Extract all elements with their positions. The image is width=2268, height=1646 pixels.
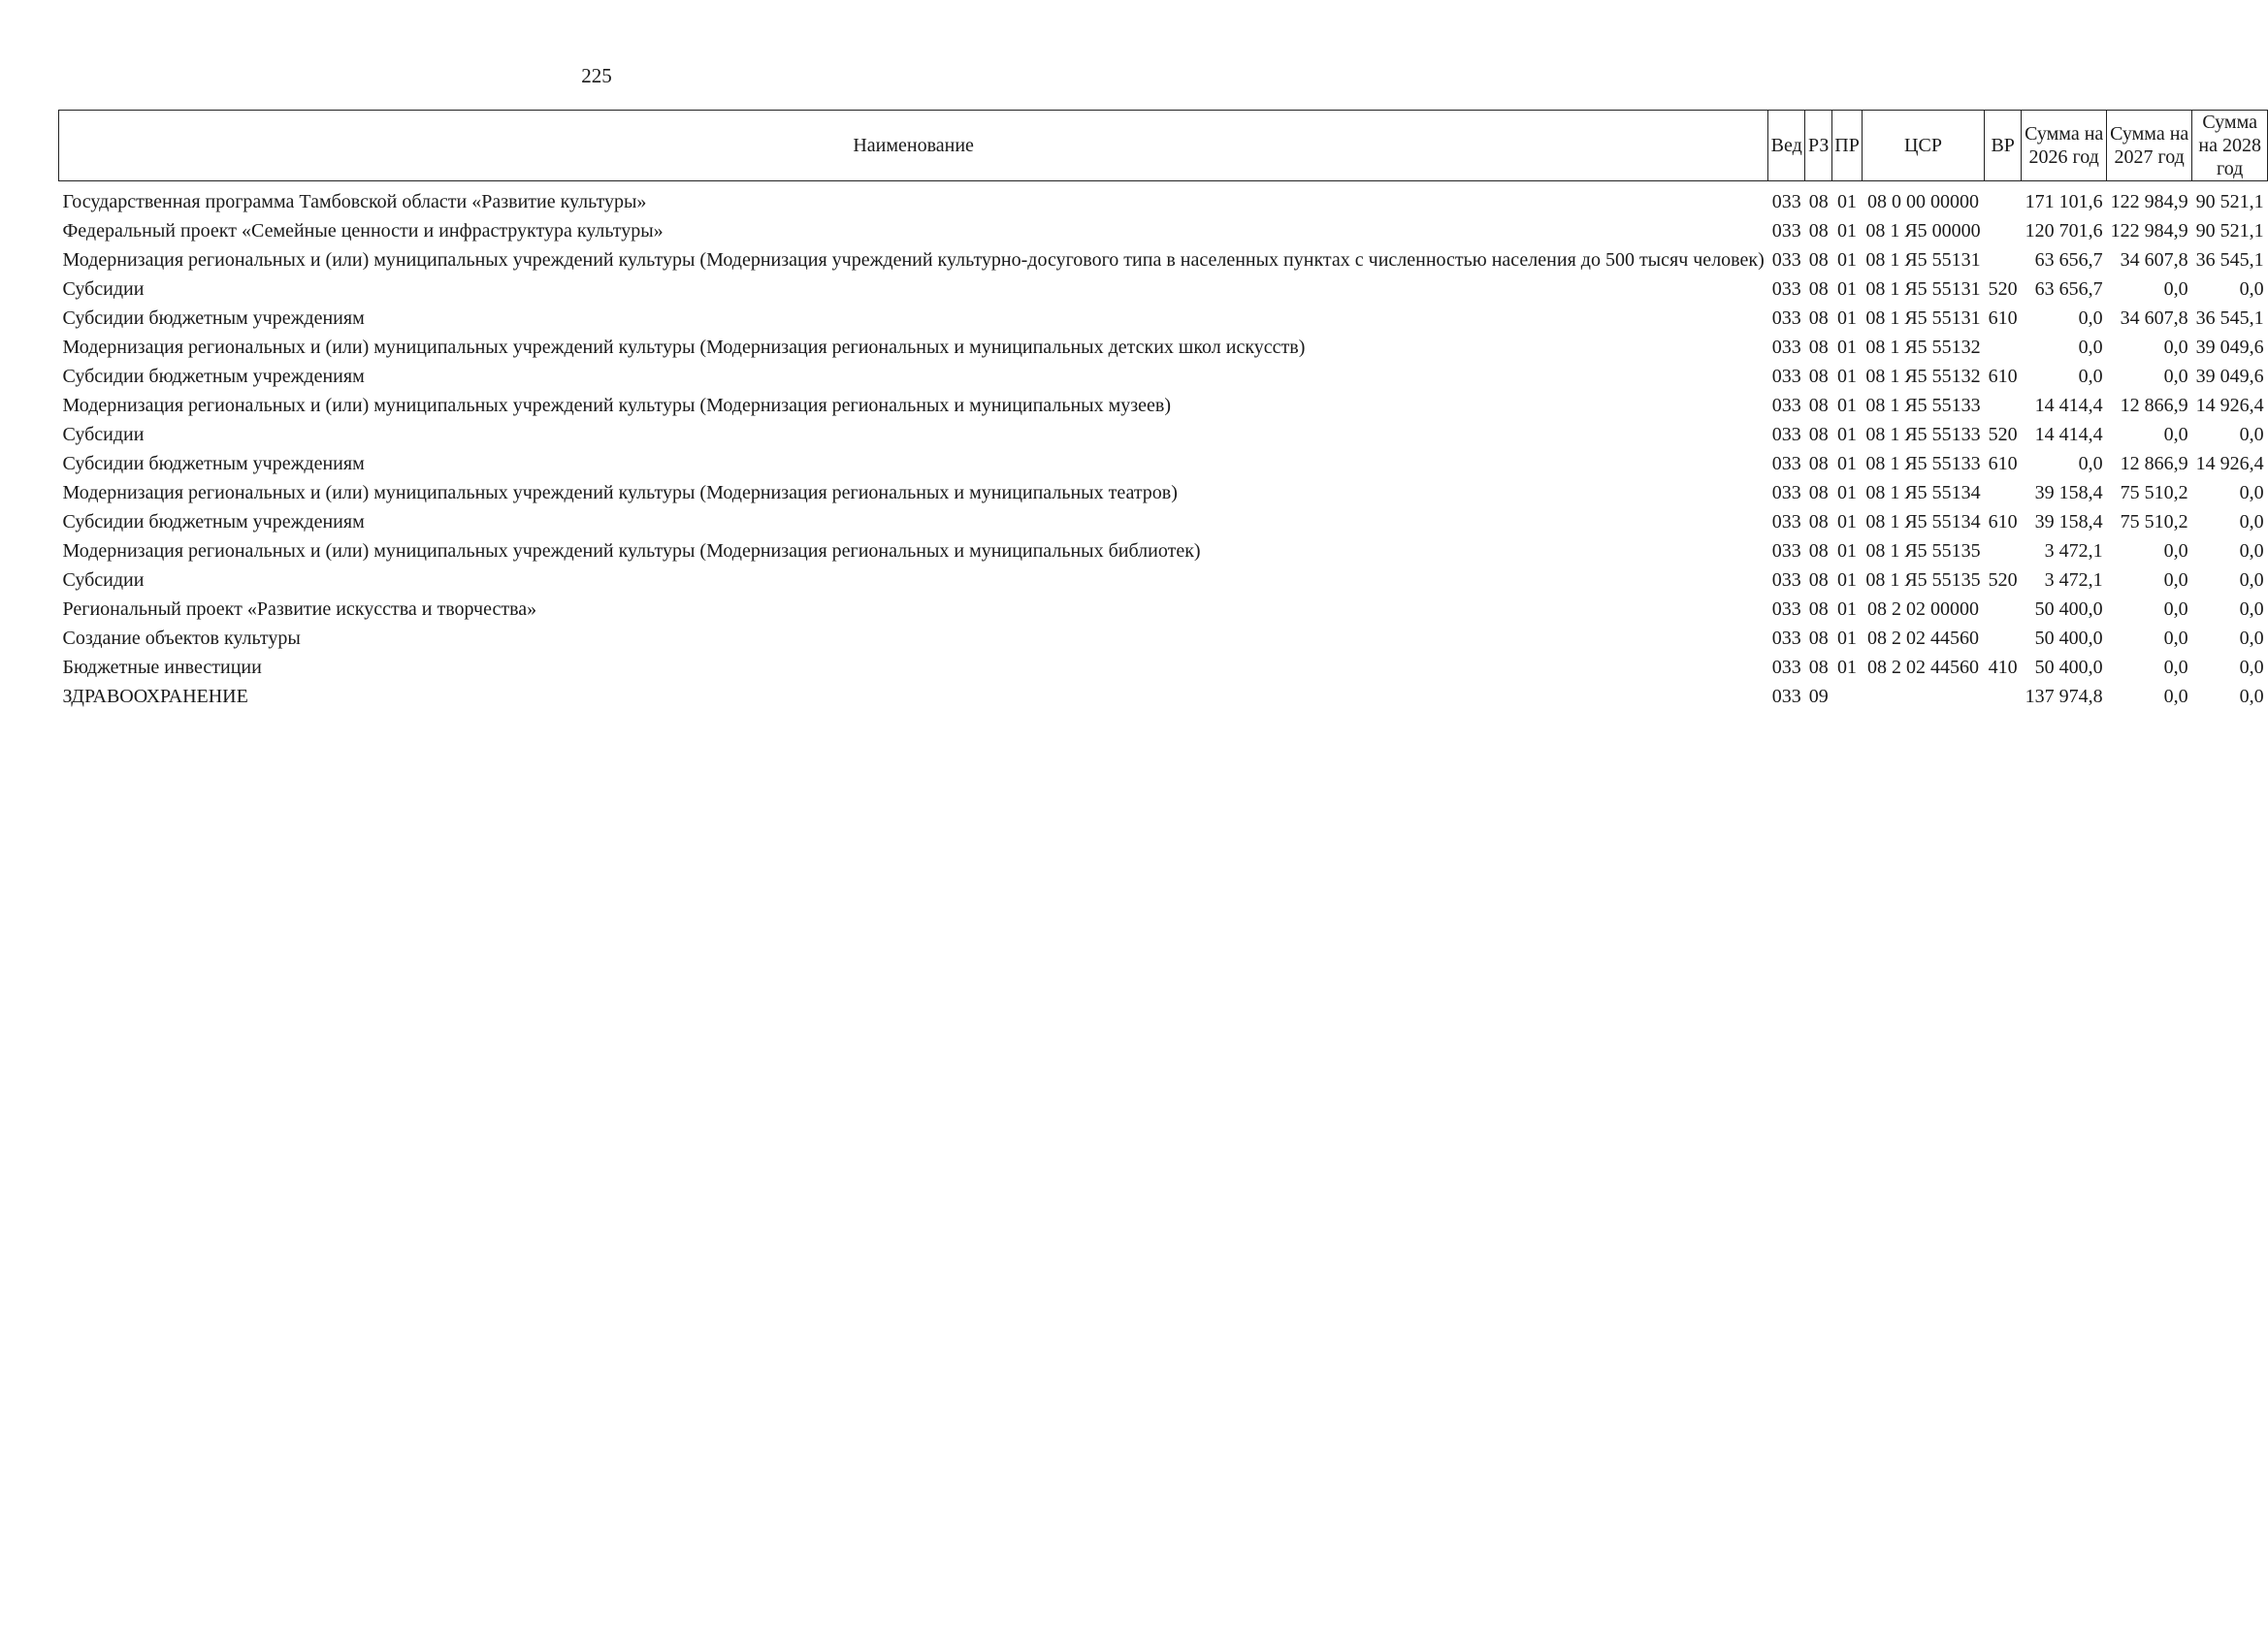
table-body xyxy=(59,181,2268,714)
cell-vr: 520 xyxy=(1988,424,2018,445)
cell-rz: 08 xyxy=(1808,337,1829,358)
cell-vr xyxy=(1985,626,2022,655)
cell-name: Государственная программа Тамбовской области «Развитие культуры» xyxy=(62,191,647,212)
cell-sum-2028: 14 926,4 xyxy=(2195,395,2264,416)
cell-csr: 08 2 02 00000 xyxy=(1867,598,1979,620)
table-row xyxy=(59,364,2268,393)
cell-sum-2027: 0,0 xyxy=(2163,628,2188,649)
cell-name: Модернизация региональных и (или) муниципальных учреждений культуры (Модернизация региональных и муниципальных детских школ искусств) xyxy=(62,337,1306,358)
cell-sum-2027: 0,0 xyxy=(2163,686,2188,707)
cell-name: Модернизация региональных и (или) муниципальных учреждений культуры (Модернизация региональных и муниципальных театров) xyxy=(62,482,1178,503)
cell-name: Модернизация региональных и (или) муниципальных учреждений культуры (Модернизация региональных и муниципальных музеев) xyxy=(62,395,1172,416)
cell-pr: 01 xyxy=(1837,482,1858,503)
cell-sum-2028: 0,0 xyxy=(2239,511,2264,533)
cell-sum-2028: 0,0 xyxy=(2239,278,2264,300)
cell-sum-2028: 36 545,1 xyxy=(2195,307,2264,329)
cell-name: Субсидии бюджетным учреждениям xyxy=(62,511,365,533)
cell-sum-2027: 12 866,9 xyxy=(2120,453,2188,474)
cell-sum-2026: 14 414,4 xyxy=(2034,395,2103,416)
cell-sum-2026: 171 101,6 xyxy=(2025,191,2103,212)
table-header-row xyxy=(59,111,2268,181)
cell-sum-2027: 0,0 xyxy=(2163,540,2188,562)
cell-csr: 08 1 Я5 55132 xyxy=(1865,366,1981,387)
cell-rz: 08 xyxy=(1808,540,1829,562)
table-row xyxy=(59,276,2268,306)
table-row xyxy=(59,538,2268,567)
cell-sum-2028: 0,0 xyxy=(2239,569,2264,591)
cell-name: Субсидии бюджетным учреждениям xyxy=(62,366,365,387)
cell-vr xyxy=(1985,393,2022,422)
cell-name: Создание объектов культуры xyxy=(62,628,301,649)
cell-sum-2026: 63 656,7 xyxy=(2034,278,2103,300)
cell-ved: 033 xyxy=(1771,220,1801,242)
cell-sum-2026: 63 656,7 xyxy=(2034,249,2103,271)
cell-ved: 033 xyxy=(1771,482,1801,503)
cell-rz: 08 xyxy=(1808,628,1829,649)
cell-sum-2026: 0,0 xyxy=(2078,337,2103,358)
cell-sum-2026: 0,0 xyxy=(2078,307,2103,329)
cell-sum-2026: 39 158,4 xyxy=(2034,511,2103,533)
cell-sum-2028: 14 926,4 xyxy=(2195,453,2264,474)
cell-pr: 01 xyxy=(1837,220,1858,242)
cell-rz: 08 xyxy=(1808,249,1829,271)
cell-csr: 08 1 Я5 55134 xyxy=(1865,511,1981,533)
cell-csr: 08 1 Я5 55133 xyxy=(1865,395,1981,416)
cell-csr: 08 1 Я5 55133 xyxy=(1865,424,1981,445)
cell-sum-2027: 0,0 xyxy=(2163,366,2188,387)
cell-sum-2026: 120 701,6 xyxy=(2025,220,2103,242)
cell-vr: 410 xyxy=(1988,657,2018,678)
cell-csr: 08 1 Я5 55131 xyxy=(1865,278,1981,300)
cell-name: Субсидии xyxy=(62,424,145,445)
table-row xyxy=(59,597,2268,626)
table-row xyxy=(59,335,2268,364)
cell-name: Федеральный проект «Семейные ценности и инфраструктура культуры» xyxy=(62,220,664,242)
header-rz: РЗ xyxy=(1805,111,1832,181)
cell-sum-2026: 39 158,4 xyxy=(2034,482,2103,503)
cell-sum-2028: 0,0 xyxy=(2239,598,2264,620)
cell-rz: 08 xyxy=(1808,453,1829,474)
table-row xyxy=(59,626,2268,655)
cell-sum-2027: 34 607,8 xyxy=(2120,307,2188,329)
cell-rz: 08 xyxy=(1808,598,1829,620)
cell-sum-2026: 0,0 xyxy=(2078,366,2103,387)
cell-sum-2028: 39 049,6 xyxy=(2195,337,2264,358)
cell-vr xyxy=(1985,597,2022,626)
cell-ved: 033 xyxy=(1771,598,1801,620)
cell-pr: 01 xyxy=(1837,569,1858,591)
cell-csr: 08 1 Я5 55135 xyxy=(1865,540,1981,562)
cell-pr: 01 xyxy=(1837,657,1858,678)
cell-rz: 08 xyxy=(1808,569,1829,591)
cell-name: Субсидии бюджетным учреждениям xyxy=(62,307,365,329)
cell-pr: 01 xyxy=(1837,598,1858,620)
header-csr: ЦСР xyxy=(1862,111,1984,181)
table-row xyxy=(59,181,2268,219)
cell-vr xyxy=(1985,181,2022,219)
cell-sum-2028: 90 521,1 xyxy=(2195,191,2264,212)
header-name: Наименование xyxy=(59,111,1768,181)
cell-vr: 520 xyxy=(1988,569,2018,591)
cell-pr: 01 xyxy=(1837,278,1858,300)
cell-sum-2028: 36 545,1 xyxy=(2195,249,2264,271)
cell-name: Модернизация региональных и (или) муниципальных учреждений культуры (Модернизация региональных и муниципальных библиотек) xyxy=(62,540,1201,562)
cell-vr xyxy=(1985,538,2022,567)
cell-pr: 01 xyxy=(1837,191,1858,212)
cell-sum-2026: 50 400,0 xyxy=(2034,628,2103,649)
cell-ved: 033 xyxy=(1771,540,1801,562)
cell-sum-2027: 34 607,8 xyxy=(2120,249,2188,271)
cell-pr: 01 xyxy=(1837,249,1858,271)
cell-ved: 033 xyxy=(1771,307,1801,329)
table-row xyxy=(59,422,2268,451)
cell-sum-2028: 0,0 xyxy=(2239,686,2264,707)
cell-name: Субсидии xyxy=(62,278,145,300)
cell-pr: 01 xyxy=(1837,628,1858,649)
cell-ved: 033 xyxy=(1771,191,1801,212)
table-row xyxy=(59,218,2268,247)
cell-sum-2027: 122 984,9 xyxy=(2110,220,2188,242)
cell-ved: 033 xyxy=(1771,628,1801,649)
cell-vr xyxy=(1985,335,2022,364)
cell-pr: 01 xyxy=(1837,337,1858,358)
cell-rz: 08 xyxy=(1808,482,1829,503)
cell-pr: 01 xyxy=(1837,511,1858,533)
header-sum-2028: Сумма на 2028 год xyxy=(2192,111,2268,181)
cell-sum-2027: 0,0 xyxy=(2163,657,2188,678)
table-row xyxy=(59,480,2268,509)
table-row xyxy=(59,567,2268,597)
cell-ved: 033 xyxy=(1771,337,1801,358)
cell-csr: 08 1 Я5 55133 xyxy=(1865,453,1981,474)
cell-rz: 08 xyxy=(1808,366,1829,387)
cell-ved: 033 xyxy=(1771,453,1801,474)
cell-sum-2028: 0,0 xyxy=(2239,657,2264,678)
cell-sum-2028: 0,0 xyxy=(2239,424,2264,445)
cell-rz: 08 xyxy=(1808,220,1829,242)
budget-table xyxy=(58,110,2268,713)
cell-sum-2027: 75 510,2 xyxy=(2120,482,2188,503)
cell-csr: 08 1 Я5 00000 xyxy=(1865,220,1981,242)
cell-sum-2026: 0,0 xyxy=(2078,453,2103,474)
cell-rz: 08 xyxy=(1808,278,1829,300)
header-sum-2026: Сумма на 2026 год xyxy=(2022,111,2107,181)
cell-csr: 08 1 Я5 55132 xyxy=(1865,337,1981,358)
cell-ved: 033 xyxy=(1771,569,1801,591)
cell-pr: 01 xyxy=(1837,307,1858,329)
cell-pr: 01 xyxy=(1837,366,1858,387)
cell-sum-2028: 0,0 xyxy=(2239,482,2264,503)
cell-ved: 033 xyxy=(1771,249,1801,271)
cell-rz: 09 xyxy=(1808,686,1829,707)
cell-ved: 033 xyxy=(1771,278,1801,300)
cell-sum-2027: 12 866,9 xyxy=(2120,395,2188,416)
cell-sum-2026: 14 414,4 xyxy=(2034,424,2103,445)
cell-vr xyxy=(1985,247,2022,276)
cell-name: Субсидии xyxy=(62,569,145,591)
cell-csr: 08 1 Я5 55131 xyxy=(1865,249,1981,271)
cell-csr: 08 1 Я5 55135 xyxy=(1865,569,1981,591)
cell-vr xyxy=(1985,480,2022,509)
cell-sum-2026: 50 400,0 xyxy=(2034,657,2103,678)
cell-rz: 08 xyxy=(1808,395,1829,416)
cell-csr: 08 2 02 44560 xyxy=(1867,628,1979,649)
cell-name: ЗДРАВООХРАНЕНИЕ xyxy=(62,686,248,707)
table-row xyxy=(59,684,2268,713)
cell-rz: 08 xyxy=(1808,511,1829,533)
cell-vr xyxy=(1985,218,2022,247)
cell-sum-2026: 50 400,0 xyxy=(2034,598,2103,620)
cell-sum-2027: 75 510,2 xyxy=(2120,511,2188,533)
table-row xyxy=(59,451,2268,480)
header-vr: ВР xyxy=(1985,111,2022,181)
cell-pr: 01 xyxy=(1837,540,1858,562)
cell-csr xyxy=(1862,684,1984,713)
cell-name: Субсидии бюджетным учреждениям xyxy=(62,453,365,474)
table-row xyxy=(59,393,2268,422)
cell-pr: 01 xyxy=(1837,395,1858,416)
cell-ved: 033 xyxy=(1771,424,1801,445)
cell-sum-2026: 137 974,8 xyxy=(2025,686,2103,707)
cell-ved: 033 xyxy=(1771,657,1801,678)
cell-rz: 08 xyxy=(1808,657,1829,678)
cell-sum-2027: 0,0 xyxy=(2163,337,2188,358)
cell-sum-2027: 0,0 xyxy=(2163,424,2188,445)
table-row xyxy=(59,655,2268,684)
cell-sum-2028: 39 049,6 xyxy=(2195,366,2264,387)
header-ved: Вед xyxy=(1768,111,1805,181)
cell-sum-2027: 0,0 xyxy=(2163,569,2188,591)
cell-csr: 08 1 Я5 55134 xyxy=(1865,482,1981,503)
cell-ved: 033 xyxy=(1771,686,1801,707)
cell-vr: 610 xyxy=(1988,307,2018,329)
cell-ved: 033 xyxy=(1771,511,1801,533)
cell-pr xyxy=(1832,684,1863,713)
cell-sum-2027: 0,0 xyxy=(2163,278,2188,300)
cell-rz: 08 xyxy=(1808,307,1829,329)
cell-sum-2028: 90 521,1 xyxy=(2195,220,2264,242)
cell-rz: 08 xyxy=(1808,424,1829,445)
cell-name: Региональный проект «Развитие искусства и творчества» xyxy=(62,598,537,620)
cell-sum-2028: 0,0 xyxy=(2239,628,2264,649)
cell-pr: 01 xyxy=(1837,453,1858,474)
cell-vr xyxy=(1985,684,2022,713)
cell-sum-2027: 122 984,9 xyxy=(2110,191,2188,212)
cell-vr: 610 xyxy=(1988,453,2018,474)
cell-rz: 08 xyxy=(1808,191,1829,212)
cell-csr: 08 1 Я5 55131 xyxy=(1865,307,1981,329)
page-number: 225 xyxy=(581,64,612,87)
cell-ved: 033 xyxy=(1771,366,1801,387)
header-sum-2027: Сумма на 2027 год xyxy=(2107,111,2192,181)
cell-name: Модернизация региональных и (или) муниципальных учреждений культуры (Модернизация учреждений культурно-досугового типа в населенных пунктах с численностью населения до 500 тысяч человек) xyxy=(62,249,1765,271)
table-row xyxy=(59,306,2268,335)
table-row xyxy=(59,509,2268,538)
cell-pr: 01 xyxy=(1837,424,1858,445)
header-pr: ПР xyxy=(1832,111,1863,181)
cell-csr: 08 2 02 44560 xyxy=(1867,657,1979,678)
cell-sum-2026: 3 472,1 xyxy=(2044,569,2103,591)
table-row xyxy=(59,247,2268,276)
cell-sum-2028: 0,0 xyxy=(2239,540,2264,562)
cell-vr: 610 xyxy=(1988,511,2018,533)
cell-sum-2027: 0,0 xyxy=(2163,598,2188,620)
cell-csr: 08 0 00 00000 xyxy=(1867,191,1979,212)
cell-ved: 033 xyxy=(1771,395,1801,416)
cell-vr: 610 xyxy=(1988,366,2018,387)
cell-name: Бюджетные инвестиции xyxy=(62,657,262,678)
cell-sum-2026: 3 472,1 xyxy=(2044,540,2103,562)
cell-vr: 520 xyxy=(1988,278,2018,300)
